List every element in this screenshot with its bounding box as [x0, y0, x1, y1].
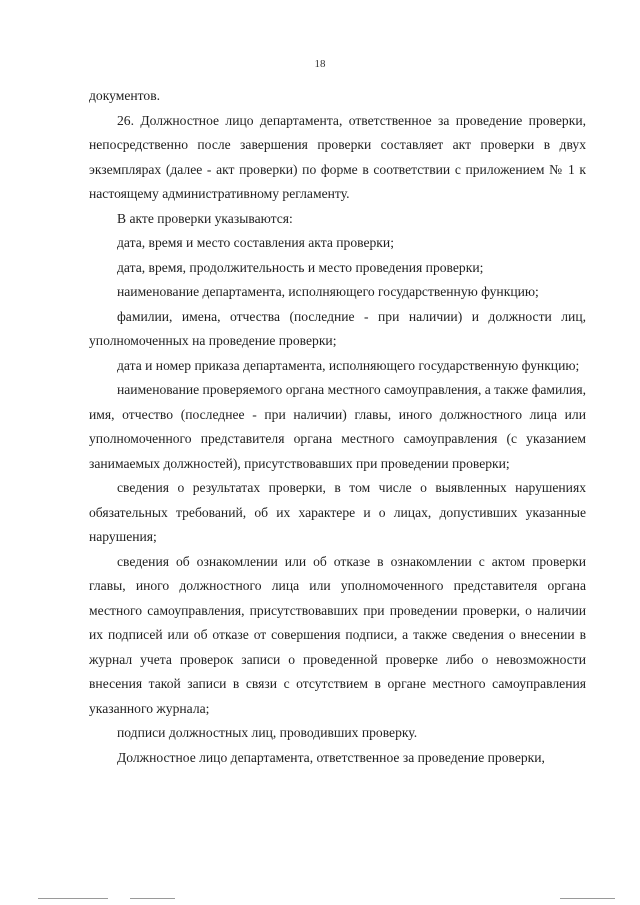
- scan-edge-artifact: [0, 898, 640, 901]
- paragraph: документов.: [89, 88, 161, 103]
- paragraph: дата, время и место составления акта проверки;: [117, 235, 394, 250]
- paragraph: фамилии, имена, отчества (последние - при наличии) и должности лиц, уполномоченных на проведение проверки;: [89, 308, 586, 348]
- paragraph: 26. Должностное лицо департамента, ответственное за проведение проверки, непосредственно после завершения проверки составляет акт проверки в двух экземплярах (далее - акт проверки) по форме в соответствии с приложением № 1 к настоящему административному регламенту.: [89, 112, 586, 201]
- paragraph: наименование департамента, исполняющего государственную функцию;: [117, 284, 539, 299]
- paragraph: подписи должностных лиц, проводивших проверку.: [117, 725, 418, 740]
- paragraph: сведения о результатах проверки, в том числе о выявленных нарушениях обязательных требований, об их характере и о лицах, допустивших указанные нарушения;: [89, 480, 586, 544]
- paragraph: дата и номер приказа департамента, исполняющего государственную функцию;: [117, 357, 580, 373]
- paragraph: Должностное лицо департамента, ответственное за проведение проверки,: [117, 749, 545, 765]
- document-body: [89, 84, 586, 770]
- paragraph: сведения об ознакомлении или об отказе в ознакомлении с актом проверки главы, иного должностного лица или уполномоченного представителя органа местного самоуправления, присутствовавших при проведении проверки, о наличии их подписей или об отказе от совершения подписи, а также сведения о внесении в журнал учета проверок записи о проведенной проверке либо о невозможности внесения такой записи в связи с отсутствием в органе местного самоуправления указанного журнала;: [89, 553, 586, 716]
- page-number: 18: [314, 58, 326, 70]
- paragraph: В акте проверки указываются:: [117, 210, 293, 226]
- paragraph: наименование проверяемого органа местного самоуправления, а также фамилия, имя, отчество (последнее - при наличии) главы, иного должностного лица или уполномоченного представителя органа местного самоуправления (с указанием занимаемых должностей), присутствовавших при проведении проверки;: [89, 382, 586, 471]
- paragraph: дата, время, продолжительность и место проведения проверки;: [117, 259, 484, 275]
